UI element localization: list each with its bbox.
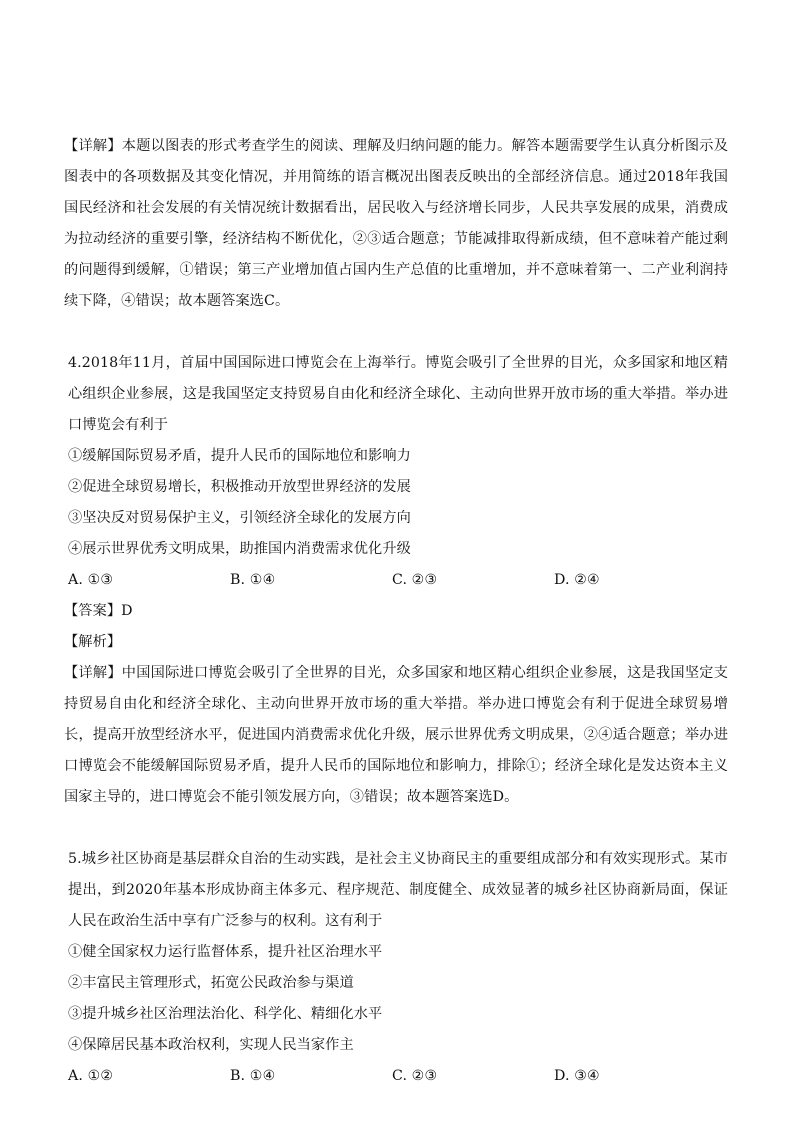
question-5: [68, 844, 728, 1092]
q4-explanation: 【详解】中国国际进口博览会吸引了全世界的目光，众多国家和地区精心组织企业参展，这是我国坚定支持贸易自由化和经济全球化、主动向世界开放市场的重大举措。举办进口博览会有利于促进全球贸易增长，提高开放型经济水平，促进国内消费需求优化升级，展示世界优秀文明成果，②④适合题意；举办进口博览会不能缓解国际贸易矛盾，提升人民币的国际地位和影响力，排除①；经济全球化是发达资本主义国家主导的，进口博览会不能引领发展方向，③错误；故本题答案选D。: [64, 665, 728, 805]
q5-item-1: ①健全国家权力运行监督体系，提升社区治理水平: [68, 944, 383, 960]
question-4: [64, 348, 728, 813]
q5-stem: 5.城乡社区协商是基层群众自治的生动实践，是社会主义协商民主的重要组成部分和有效实现形式。某市提出，到2020年基本形成协商主体多元、程序规范、制度健全、成效显著的城乡社区协商新局面，保证人民在政治生活中享有广泛参与的权利。这有利于: [68, 851, 728, 929]
q4-option-d: D. ②④: [554, 572, 600, 588]
q4-stem: 4.2018年11月，首届中国国际进口博览会在上海举行。博览会吸引了全世界的目光，众多国家和地区精心组织企业参展，这是我国坚定支持贸易自由化和经济全球化、主动向世界开放市场的重大举措。举办进口博览会有利于: [68, 355, 728, 433]
q4-option-b: B. ①④: [230, 572, 276, 588]
q4-item-2: ②促进全球贸易增长，积极推动开放型世界经济的发展: [68, 479, 411, 495]
q4-item-1: ①缓解国际贸易矛盾，提升人民币的国际地位和影响力: [68, 448, 411, 464]
q4-answer: 【答案】D: [64, 603, 133, 619]
q3-explanation: 【详解】本题以图表的形式考查学生的阅读、理解及归纳问题的能力。解答本题需要学生认真分析图示及图表中的各项数据及其变化情况，并用简练的语言概况出图表反映出的全部经济信息。通过2018年我国国民经济和社会发展的有关情况统计数据看出，居民收入与经济增长同步，人民共享发展的成果，消费成为拉动经济的重要引擎，经济结构不断优化，②③适合题意；节能减排取得新成绩，但不意味着产能过剩的问题得到缓解，①错误；第三产业增加值占国内生产总值的比重增加，并不意味着第一、二产业利润持续下降，④错误；故本题答案选C。: [64, 138, 728, 309]
q4-item-3: ③坚决反对贸易保护主义，引领经济全球化的发展方向: [68, 510, 411, 526]
q5-option-b: B. ①④: [230, 1068, 276, 1084]
q4-options: [68, 565, 728, 596]
q5-item-2: ②丰富民主管理形式，拓宽公民政治参与渠道: [68, 975, 354, 991]
q5-option-d: D. ③④: [554, 1068, 600, 1084]
q5-options: [68, 1061, 728, 1092]
q4-option-a: A. ①③: [68, 572, 114, 588]
q5-option-c: C. ②③: [392, 1068, 438, 1084]
document-content: [64, 131, 728, 1092]
q5-item-3: ③提升城乡社区治理法治化、科学化、精细化水平: [68, 1006, 383, 1022]
q4-option-c: C. ②③: [392, 572, 438, 588]
spacer: [68, 317, 728, 348]
spacer: [68, 813, 728, 844]
q5-item-4: ④保障居民基本政治权利，实现人民当家作主: [68, 1037, 354, 1053]
q4-analysis-title: 【解析】: [64, 634, 122, 650]
q4-item-4: ④展示世界优秀文明成果，助推国内消费需求优化升级: [68, 541, 411, 557]
q5-option-a: A. ①②: [68, 1068, 114, 1084]
